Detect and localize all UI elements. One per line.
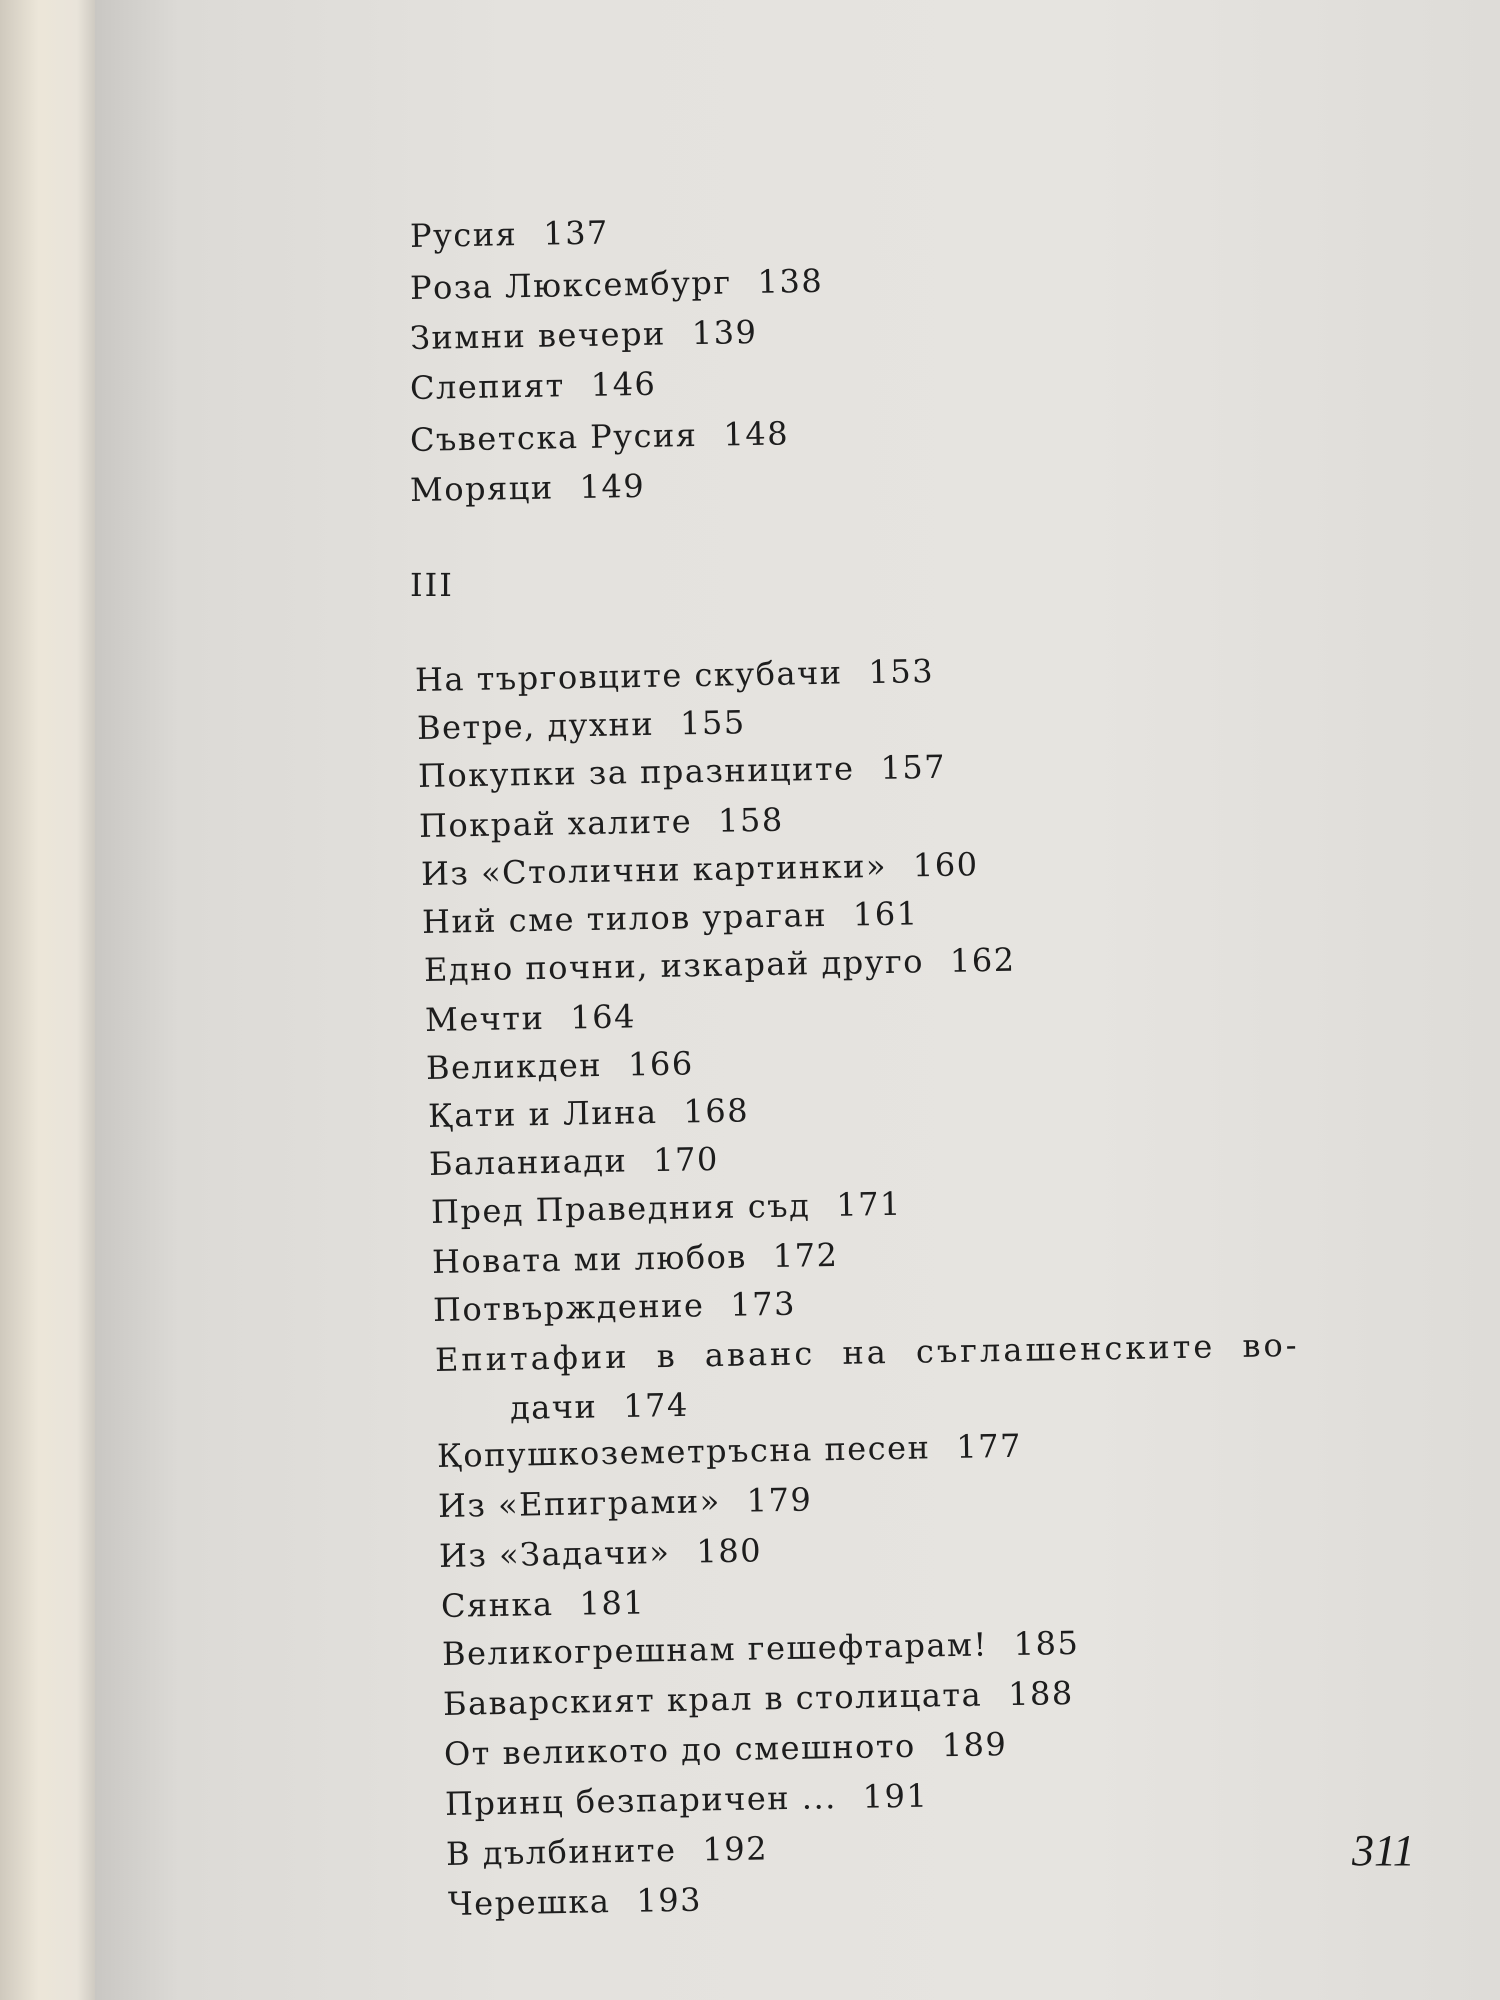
toc-entry: Едно почни, изкарай друго 162 <box>423 940 1016 989</box>
toc-entry: Русия 137 <box>409 213 610 255</box>
toc-entry: Ветре, духни 155 <box>416 703 747 747</box>
toc-entry-continuation: дачи 174 <box>509 1385 690 1427</box>
toc-entry: Слепият 146 <box>409 364 657 407</box>
toc-entry: Мечти 164 <box>424 997 637 1039</box>
toc-entry: Из «Епиграми» 179 <box>437 1480 813 1525</box>
toc-entry: Великогрешнам гешефтарам! 185 <box>441 1623 1080 1673</box>
toc-entry: Роза Люксембург 138 <box>409 261 824 307</box>
toc-entry: Пред Праведния съд 171 <box>430 1184 903 1231</box>
left-page-edge <box>0 0 110 2000</box>
toc-entry: Покупки за празниците 157 <box>417 747 947 795</box>
toc-entry: Епитафии в аванс на съглашенските во- <box>434 1325 1300 1379</box>
toc-entry: Баланиади 170 <box>428 1139 720 1183</box>
toc-entry: Ний сме тилов ураган 161 <box>421 894 919 941</box>
page-number: 311 <box>1352 1826 1415 1875</box>
toc-entry: От великото до смешното 189 <box>443 1725 1008 1773</box>
toc-entry: В дълбините 192 <box>445 1829 769 1873</box>
toc-entry: Великден 166 <box>425 1044 694 1087</box>
toc-entry: Черешка 193 <box>447 1880 703 1923</box>
toc-entry: Сянка 181 <box>440 1583 646 1625</box>
toc-entry: Покрай халите 158 <box>418 800 785 845</box>
toc-entry: Қати и Лина 168 <box>427 1091 750 1135</box>
toc-entry: Потвърждение 173 <box>432 1284 797 1329</box>
section-heading: III <box>410 566 454 604</box>
toc-entry: Съветска Русия 148 <box>409 414 790 459</box>
toc-entry: Из «Столични картинки» 160 <box>420 845 979 893</box>
toc-entry: Баварският крал в столицата 188 <box>442 1673 1075 1723</box>
toc-entry: На търговците скубачи 153 <box>414 651 935 699</box>
toc-entry: Зимни вечери 139 <box>409 312 758 357</box>
toc-entry: Из «Задачи» 180 <box>438 1531 763 1575</box>
toc-entry: Принц безпаричен ... 191 <box>444 1776 929 1823</box>
toc-entry: Новата ми любов 172 <box>431 1235 839 1281</box>
toc-entry: Қопушкоземетръсна песен 177 <box>436 1426 1023 1475</box>
toc-entry: Моряци 149 <box>409 466 646 509</box>
